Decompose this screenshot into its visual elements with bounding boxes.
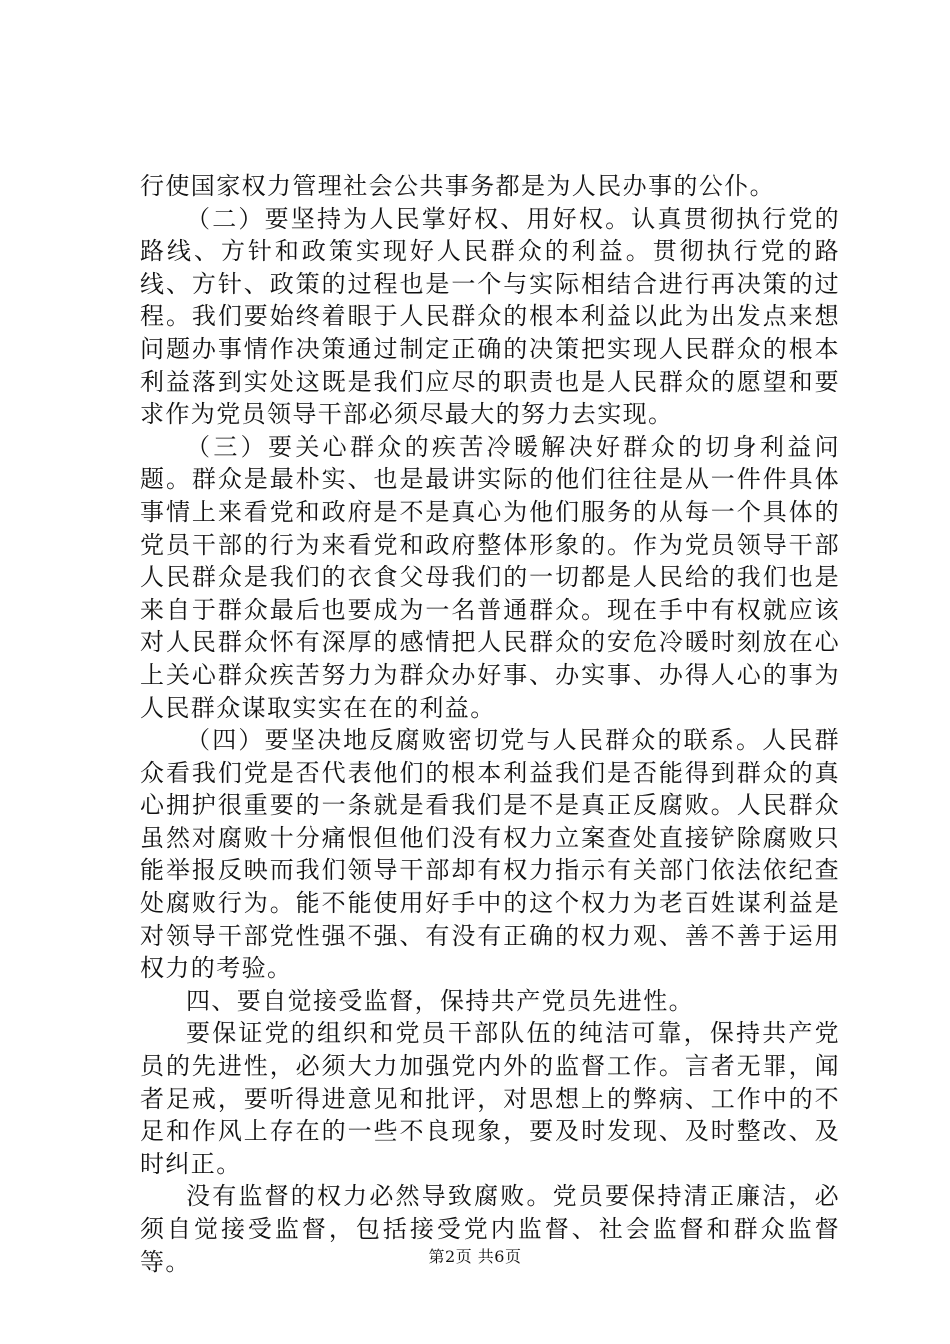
paragraph-section-2: （二）要坚持为人民掌好权、用好权。认真贯彻执行党的路线、方针和政策实现好人民群众的利益。贯彻执行党的路线、方针、政策的过程也是一个与实际相结合进行再决策的过程。我们要始终着眼于人民群众的根本利益以此为出发点来想问题办事情作决策通过制定正确的决策把实现人民群众的根本利益落到实处这既是我们应尽的职责也是人民群众的愿望和要求作为党员领导干部必须尽最大的努力去实现。 (140, 204, 840, 429)
document-body (140, 170, 840, 1278)
paragraph-corruption: 没有监督的权力必然导致腐败。党员要保持清正廉洁，必须自觉接受监督，包括接受党内监督、社会监督和群众监督等。 (140, 1182, 840, 1276)
heading-part-4: 四、要自觉接受监督，保持共产党员先进性。 (186, 986, 694, 1015)
paragraph-continuation: 行使国家权力管理社会公共事务都是为人民办事的公仆。 (140, 172, 775, 200)
paragraph-supervision: 要保证党的组织和党员干部队伍的纯洁可靠，保持共产党员的先进性，必须大力加强党内外的监督工作。言者无罪，闻者足戒，要听得进意见和批评，对思想上的弊病、工作中的不足和作风上存在的一些不良现象，要及时发现、及时整改、及时纠正。 (140, 1019, 840, 1178)
paragraph-section-3: （三）要关心群众的疾苦冷暖解决好群众的切身利益问题。群众是最朴实、也是最讲实际的他们往往是从一件件具体事情上来看党和政府是不是真心为他们服务的从每一个具体的党员干部的行为来看党和政府整体形象的。作为党员领导干部人民群众是我们的衣食父母我们的一切都是人民给的我们也是来自于群众最后也要成为一名普通群众。现在手中有权就应该对人民群众怀有深厚的感情把人民群众的安危冷暖时刻放在心上关心群众疾苦努力为群众办好事、办实事、办得人心的事为人民群众谋取实实在在的利益。 (140, 432, 840, 722)
paragraph-section-4: （四）要坚决地反腐败密切党与人民群众的联系。人民群众看我们党是否代表他们的根本利益我们是否能得到群众的真心拥护很重要的一条就是看我们是不是真正反腐败。人民群众虽然对腐败十分痛恨但他们没有权力立案查处直接铲除腐败只能举报反映而我们领导干部却有权力指示有关部门依法依纪查处腐败行为。能不能使用好手中的这个权力为老百姓谋利益是对领导干部党性强不强、有没有正确的权力观、善不善于运用权力的考验。 (140, 726, 840, 983)
page-footer (0, 1244, 950, 1267)
page-number: 第2页 共6页 (428, 1247, 522, 1266)
